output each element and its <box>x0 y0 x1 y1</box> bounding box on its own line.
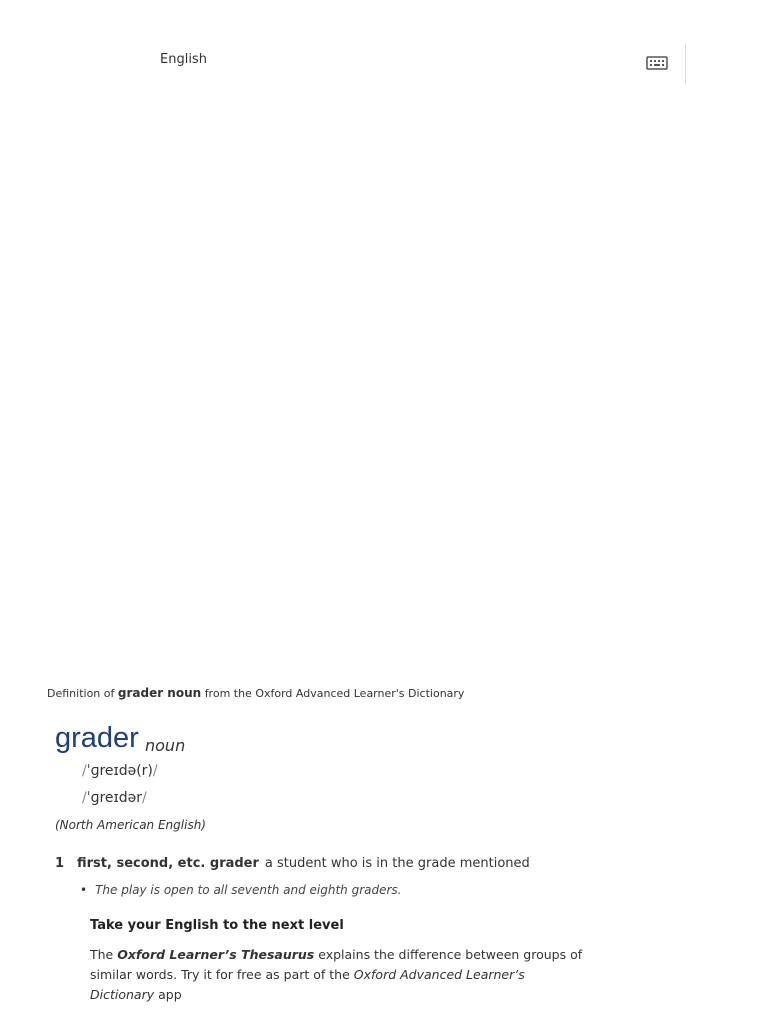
language-select[interactable]: English <box>160 52 207 67</box>
pronunciation-british: /ˈɡreɪdə(r)/ <box>82 763 158 779</box>
search-input[interactable] <box>240 46 634 80</box>
promo-dictionary-title: Oxford Advanced Learner’s Dictionary <box>90 967 525 1002</box>
sense-number: 1 <box>55 856 65 871</box>
search-divider <box>685 44 686 84</box>
sense-definition-line <box>77 856 530 871</box>
headword: grader <box>55 722 139 754</box>
definition-source: from the Oxford Advanced Learner's Dictionary <box>204 687 465 700</box>
promo-text-1: The <box>90 947 114 962</box>
keyboard-icon[interactable] <box>645 54 669 72</box>
promo-title: Take your English to the next level <box>90 918 344 933</box>
promo-body <box>90 945 590 1005</box>
definition-header <box>47 686 464 700</box>
definition-headword: grader noun <box>117 686 202 700</box>
promo-thesaurus-title: Oxford Learner’s Thesaurus <box>117 947 315 962</box>
part-of-speech: noun <box>145 736 186 755</box>
collocation-form: first, second, etc. grader <box>77 856 259 871</box>
search-bar <box>0 40 768 86</box>
usage-label: (North American English) <box>55 818 206 832</box>
promo-text-5: app <box>158 987 182 1002</box>
bullet-icon: • <box>80 883 88 897</box>
pronunciation-american: /ˈɡreɪdər/ <box>82 790 147 806</box>
pron-us-text: ˈɡreɪdər <box>86 790 142 806</box>
definition-prefix: Definition of <box>47 687 115 700</box>
pron-br-text: ˈɡreɪdə(r) <box>86 763 153 779</box>
sense-definition: a student who is in the grade mentioned <box>264 856 530 871</box>
example-sentence <box>80 883 402 897</box>
example-text: The play is open to all seventh and eighth graders. <box>95 883 402 897</box>
promo-text-3: explains the difference between groups of similar words. Try it for free as part of the <box>90 947 583 982</box>
